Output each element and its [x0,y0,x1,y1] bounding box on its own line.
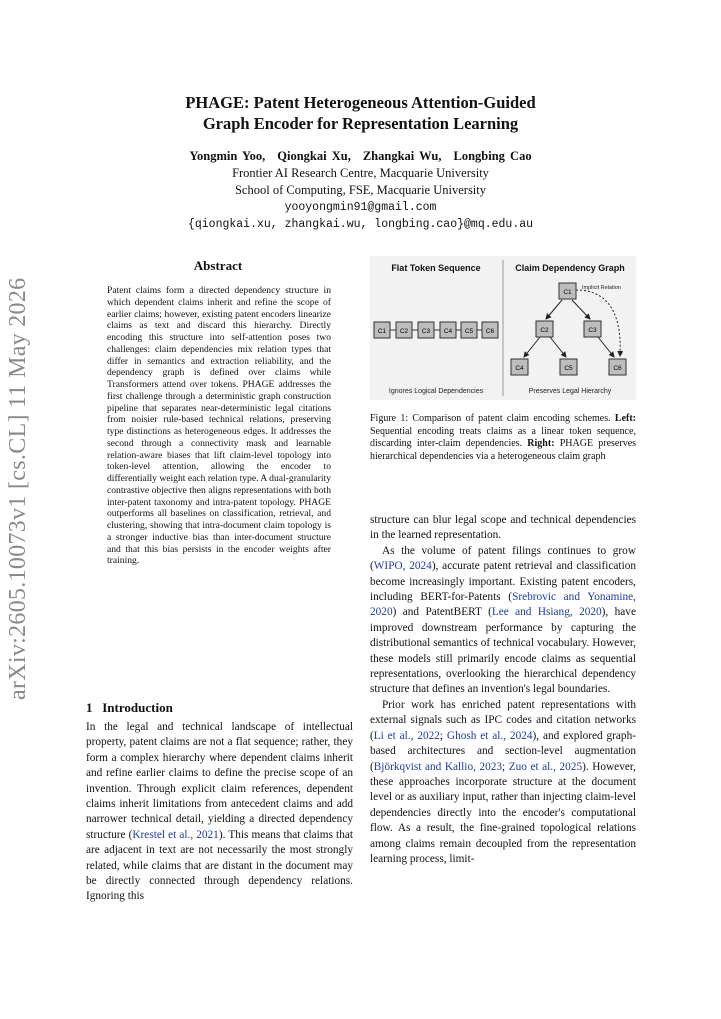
svg-text:C5: C5 [564,365,573,372]
svg-text:C2: C2 [399,328,409,335]
figure-1 [370,256,636,400]
figure-left-footer: Ignores Logical Dependencies [388,388,484,395]
affiliation-1: Frontier AI Research Centre, Macquarie University [232,166,489,180]
flat-node-c5 [461,322,477,338]
svg-text:C4: C4 [443,328,453,335]
abstract-heading: Abstract [193,258,243,273]
paper-title [0,92,721,134]
svg-text:C2: C2 [540,327,549,334]
abstract-text: Patent claims form a directed dependency structure in which dependent claims inherit and refine the scope of earlier claims; however, existing patent encoders linearize claims as text and discard this hierarchy. Directly encoding this structure into self-attention poses two challenges: claim dependencies mix relation types that differ in semantics and extraction reliability, and the dependency graph is defined over claims while Transformers attend over tokens. PHAGE addresses the first challenge through a deterministic graph construction pipeline that separates near-deterministic legal citations from noisier rule-based technical relations, preserving type distinctions as heterogeneous edges. It addresses the second through a connectivity mask and learnable relation-aware biases that lift claim-level topology into token-level attention, allowing the encoder to differentially weight each relation type. A dual-granularity contrastive objective then aligns representations with both inter-patent taxonomy and intra-patent topology. PHAGE outperforms all baselines on classification, retrieval, and clustering, showing that intra-document claim topology is a stronger inductive bias than inter-document structure and that this bias persists in the encoder weights after training. [107,285,331,567]
svg-text:C4: C4 [515,365,524,372]
tree-node-c5 [560,359,577,375]
title-line-2: Graph Encoder for Representation Learning [202,114,519,133]
svg-text:C5: C5 [464,328,474,335]
author-block [0,148,721,233]
tree-node-c3 [584,321,601,337]
section-heading [86,700,173,716]
implicit-relation-label: Implicit Relation [582,285,621,291]
flat-node-c6 [482,322,498,338]
cite-srebrovic[interactable]: Srebrovic and Yonamine, 2020 [370,591,636,619]
intro-paragraph-2: As the volume of patent filings continues to grow (WIPO, 2024), accurate patent retrieval and classification become increasingly important. Existing patent encoders, including BERT-for-Patents (Srebrovic and Yonamine, 2020) and PatentBERT (Lee and Hsiang, 2020), have improved downstream performance by capturing the distributional semantics of technical vocabulary. However, these models still primarily encode claims as sequential representations, overlooking the hierarchical dependency structure that defines an invention's legal boundaries. [370,544,637,696]
tree-node-c4 [511,359,528,375]
svg-text:C3: C3 [421,328,431,335]
section-title: Introduction [102,700,173,715]
arxiv-stamp: arXiv:2605.10073v1 [cs.CL] 11 May 2026 [5,277,31,700]
author-1: Yongmin Yoo, [189,149,266,163]
figure-caption [370,413,636,463]
tree-node-c2 [536,321,553,337]
cite-bjorkqvist[interactable]: Björkqvist and Kallio, 2023 [373,760,503,773]
figure-right-title: Claim Dependency Graph [515,263,625,273]
intro-paragraph-1: In the legal and technical landscape of intellectual property, patent claims are not a flat sequence; rather, they form a complex hierarchy where dependent claims inherit and refine earlier claims to define the precise scope of an invention. Through explicit claim references, dependent claims inherit limitations from antecedent claims and add narrower technical detail, yielding a directed dependency structure (Krestel et al., 2021). This means that claims that are adjacent in text are not necessarily the most strongly related, while claims that are distant in the document may be directly connected through dependency relations. Ignoring this [86,721,353,903]
cite-li[interactable]: Li et al., 2022 [373,729,440,742]
author-4: Longbing Cao [453,149,532,163]
flat-node-c2 [396,322,412,338]
intro-left-column [86,720,353,905]
caption-right-label: Right: [527,438,555,450]
affiliation-2: School of Computing, FSE, Macquarie University [234,183,487,197]
email-1[interactable]: yooyongmin91@gmail.com [284,201,437,214]
email-2[interactable]: {qiongkai.xu, zhangkai.wu, longbing.cao}@mq.edu.au [187,218,534,231]
intro-right-column [370,513,636,867]
tree-node-c6 [609,359,626,375]
flat-node-c1 [374,322,390,338]
caption-lead: Figure 1: Comparison of patent claim encoding schemes. [370,413,611,424]
flat-node-c4 [440,322,456,338]
cite-zuo[interactable]: Zuo et al., 2025 [508,760,583,773]
author-names [0,148,721,165]
figure-left-title: Flat Token Sequence [391,263,481,273]
title-line-1: PHAGE: Patent Heterogeneous Attention-Guided [185,93,536,112]
cite-ghosh[interactable]: Ghosh et al., 2024 [446,729,533,742]
author-2: Qiongkai Xu, [277,149,351,163]
flat-node-c3 [418,322,434,338]
caption-left-label: Left: [614,413,637,424]
svg-text:C3: C3 [588,327,597,334]
caption-right-text: PHAGE preserves hierarchical dependencies via a heterogeneous claim graph [370,438,637,462]
caption-left-text: Sequential encoding treats claims as a linear token sequence, discarding inter-claim dependencies. [370,425,636,450]
svg-text:C6: C6 [485,328,495,335]
section-number: 1 [86,700,93,715]
intro-paragraph-3: Prior work has enriched patent representations with external signals such as IPC codes and citation networks (Li et al., 2022; Ghosh et al., 2024), and explored graph-based architectures and section-level augmentation (Björkqvist and Kallio, 2023; Zuo et al., 2025). However, these approaches incorporate structure at the document level or as auxiliary input, rather than injecting claim-level dependencies directly into the encoder's computational flow. As a result, the fine-grained topological relations among claims remain decoupled from the representation learning process, limit- [370,698,636,865]
author-3: Zhangkai Wu, [362,149,442,163]
figure-right-footer: Preserves Legal Hierarchy [528,388,612,395]
svg-text:C1: C1 [377,328,387,335]
svg-text:C1: C1 [563,289,572,296]
cite-lee[interactable]: Lee and Hsiang, 2020 [491,606,602,619]
tree-node-c1 [559,283,576,299]
cite-krestel[interactable]: Krestel et al., 2021 [132,828,219,841]
cite-wipo[interactable]: WIPO, 2024 [373,560,432,573]
svg-text:C6: C6 [613,365,622,372]
intro-paragraph-continued: structure can blur legal scope and technical dependencies in the learned representation. [370,514,636,542]
